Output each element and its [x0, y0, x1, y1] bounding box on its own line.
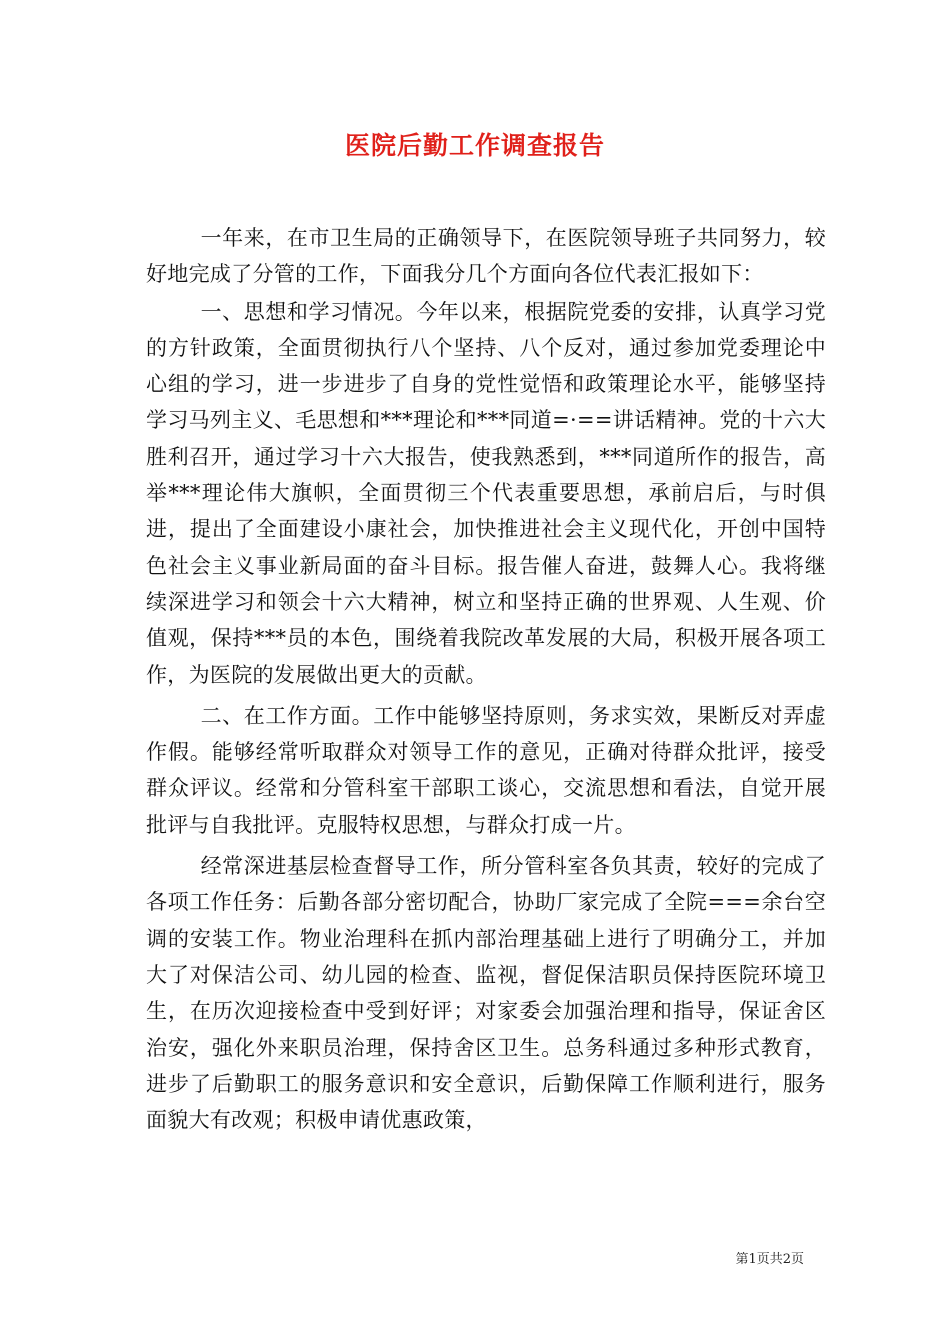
paragraph-section-2-continued: 经常深进基层检查督导工作，所分管科室各负其责，较好的完成了各项工作任务：后勤各部分密切配合，协助厂家完成了全院===余台空调的安装工作。物业治理科在抓内部治理基础上进行了明确分工，并加大了对保洁公司、幼儿园的检查、监视，督促保洁职员保持医院环境卫生，在历次迎接检查中受到好评；对家委会加强治理和指导，保证舍区治安，强化外来职员治理，保持舍区卫生。总务科通过多种形式教育，进步了后勤职工的服务意识和安全意识，后勤保障工作顺利进行，服务面貌大有改观；积极申请优惠政策，	[146, 854, 826, 1133]
document-body	[146, 220, 826, 1138]
paragraph-intro: 一年来，在市卫生局的正确领导下，在医院领导班子共同努力，较好地完成了分管的工作，下面我分几个方面向各位代表汇报如下：	[146, 226, 826, 287]
document-title: 医院后勤工作调查报告	[344, 131, 605, 160]
paragraph-section-1: 一、思想和学习情况。今年以来，根据院党委的安排，认真学习党的方针政策，全面贯彻执行八个坚持、八个反对，通过参加党委理论中心组的学习，进一步进步了自身的党性觉悟和政策理论水平，能够坚持学习马列主义、毛思想和***理论和***同道=·==讲话精神。党的十六大胜利召开，通过学习十六大报告，使我熟悉到，***同道所作的报告，高举***理论伟大旗帜，全面贯彻三个代表重要思想，承前启后，与时俱进，提出了全面建设小康社会，加快推进社会主义现代化，开创中国特色社会主义事业新局面的奋斗目标。报告催人奋进，鼓舞人心。我将继续深进学习和领会十六大精神，树立和坚持正确的世界观、人生观、价值观，保持***员的本色，围绕着我院改革发展的大局，积极开展各项工作，为医院的发展做出更大的贡献。	[146, 299, 826, 687]
page-number-footer: 第1页共2页	[735, 1252, 804, 1267]
paragraph-section-2: 二、在工作方面。工作中能够坚持原则，务求实效，果断反对弄虚作假。能够经常听取群众对领导工作的意见，正确对待群众批评，接受群众评议。经常和分管科室干部职工谈心，交流思想和看法，自觉开展批评与自我批评。克服特权思想，与群众打成一片。	[146, 703, 826, 837]
